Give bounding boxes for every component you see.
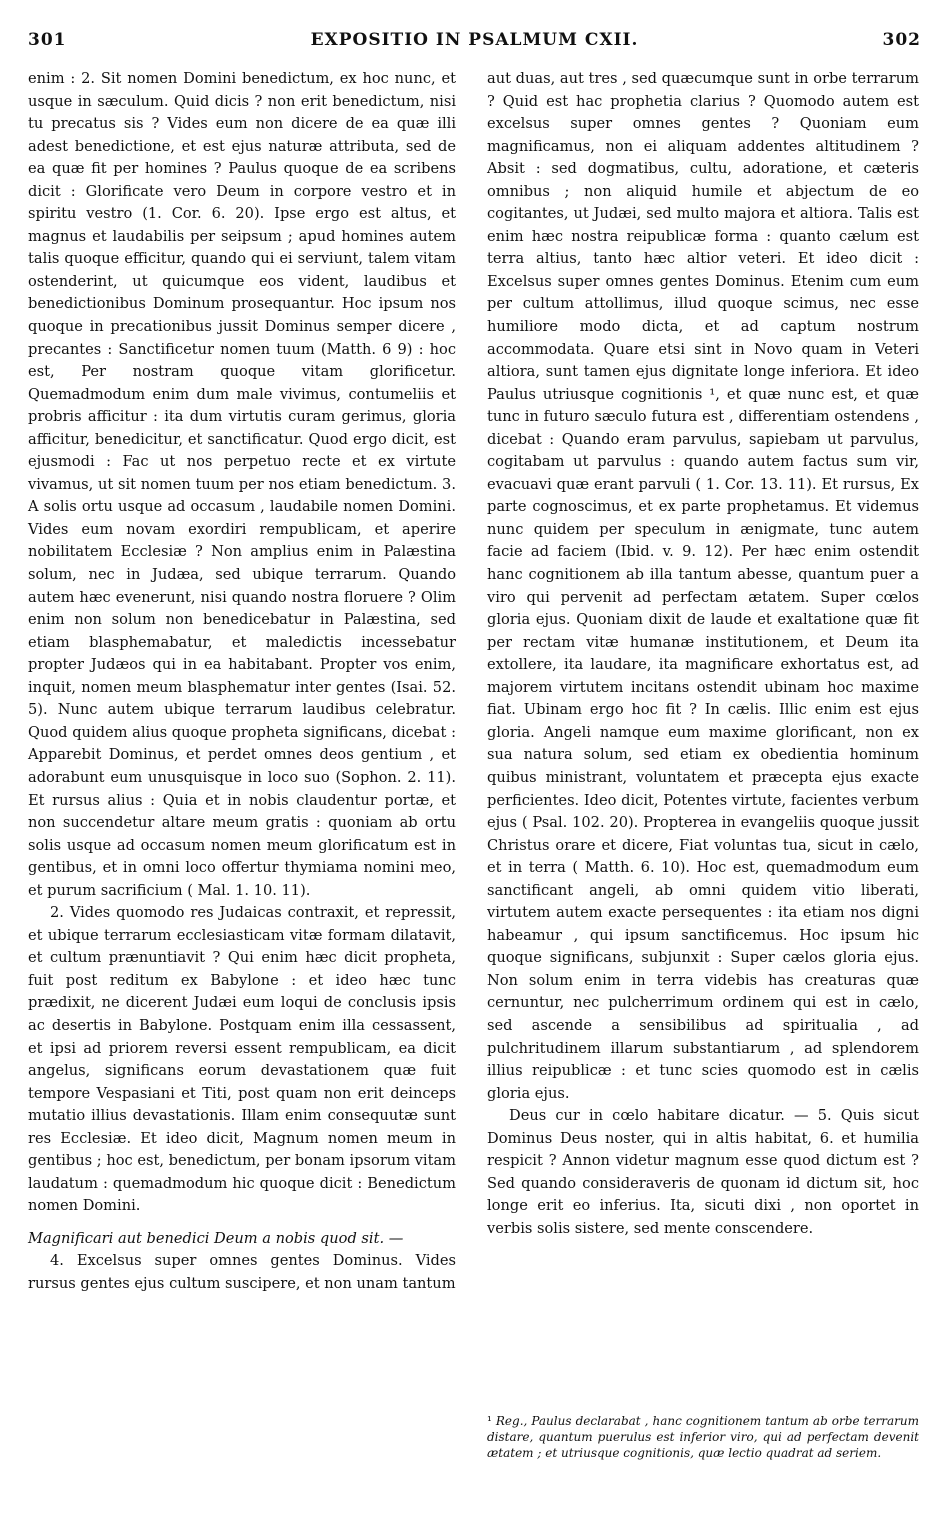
page-number-right: 302 xyxy=(882,30,921,50)
page-header xyxy=(28,30,921,60)
page-number-left: 301 xyxy=(28,30,67,50)
footnote xyxy=(487,1413,919,1461)
paragraph: 4. Excelsus super omnes gentes Dominus. Vides rursus gentes ejus cultum suscipere, et non unam tantum xyxy=(28,1252,456,1292)
right-column xyxy=(487,68,919,1240)
paragraph: 2. Vides quomodo res Judaicas contraxit, et repressit, et ubique terrarum ecclesiasticam vitæ formam dilatavit, et cultum prænuntiavit ? Qui enim hæc dicit propheta, fuit post reditum ex Babylone : et ideo hæc tunc prædixit, ne dicerent Judæi eum loqui de conclusis ipsis ac desertis in Babylone. Postquam enim illa cessassent, et ipsi ad priorem reversi essent rempublicam, ea dicit angelus, significans eorum devastationem quæ fuit tempore Vespasiani et Titi, post quam non erit deinceps mutatio illius devastationis. Illam enim consequutæ sunt res Ecclesiæ. Et ideo dicit, Magnum nomen meum in gentibus ; hoc est, benedictum, per bonam ipsorum vitam laudatum : quemadmodum hic quoque dicit : Benedictum nomen Domini. xyxy=(28,904,456,1215)
paragraph: Deus cur in cœlo habitare dicatur. — 5. Quis sicut Dominus Deus noster, qui in altis habitat, 6. et humilia respicit ? Annon videtur magnum esse quod dictum est ? Sed quando consideraveris de quonam id dictum sit, hoc longe erit eo inferius. Ita, sicuti dixi , non oportet in verbis solis sistere, sed mente conscendere. xyxy=(487,1107,919,1237)
footnote-marker: ¹ xyxy=(487,1414,492,1428)
paragraph: aut duas, aut tres , sed quæcumque sunt in orbe terrarum ? Quid est hac prophetia clarius ? Quomodo autem est excelsus super omnes gentes ? Quoniam eum magnificamus, non ei aliquam addentes altitudinem ? Absit : sed dogmatibus, cultu, adoratione, et cæteris omnibus ; non aliquid humile et abjectum de eo cogitantes, ut Judæi, sed multo majora et altiora. Talis est enim hæc nostra reipublicæ forma : quanto cælum est terra altius, tanto hæc altior veteri. Et ideo dicit : Excelsus super omnes gentes Dominus. Etenim cum eum per cultum attollimus, illud quoque scimus, nec esse humiliore modo dicta, et ad captum nostrum accommodata. Quare etsi sint in Novo quam in Veteri altiora, sunt tamen ejus dignitate longe inferiora. Et ideo Paulus utriusque cognitionis ¹, et quæ nunc est, et quæ tunc in futuro sæculo futura est , differentiam ostendens , dicebat : Quando eram parvulus, sapiebam ut parvulus, cogitabam ut parvulus : quando autem factus sum vir, evacuavi quæ erant parvuli ( 1. Cor. 13. 11). Et rursus, Ex parte cognoscimus, et ex parte prophetamus. Et videmus nunc quidem per speculum in ænigmate, tunc autem facie ad faciem (Ibid. v. 9. 12). Per hæc enim ostendit hanc cognitionem ab illa tantum abesse, quantum puer a viro qui pervenit ad perfectam ætatem. Super cœlos gloria ejus. Quoniam dixit de laude et exaltatione quæ fit per rectam vitæ humanæ institutionem, et Deum ita extollere, ita laudare, ita magnificare exhortatus est, ad majorem virtutem incitans ostendit ubinam hoc maxime fiat. Ubinam ergo hoc fit ? In cælis. Illic enim est ejus gloria. Angeli namque eum maxime glorificant, non ex sua natura solum, sed etiam ex obedientia hominum quibus ministrant, voluntatem et præcepta ejus exacte perficientes. Ideo dicit, Potentes virtute, facientes verbum ejus ( Psal. 102. 20). Propterea in evangeliis quoque jussit Christus orare et dicere, Fiat voluntas tua, sicut in cælo, et in terra ( Matth. 6. 10). Hoc est, quemadmodum eum sanctificant angeli, ab omni quidem vitio liberati, virtutem autem exacte persequentes : ita etiam nos digni habeamur , qui ipsum sanctificemus. Hoc ipsum hic quoque significans, subjunxit : Super cælos gloria ejus. Non solum enim in terra videbis has creaturas quæ cernuntur, nec pulcherrimum ordinem qui est in cælo, sed ascende a sensibilibus ad spiritualia , ad pulchritudinem illarum substantiarum , ad splendorem illius reipublicæ : et tunc scies quomodo est in cælis gloria ejus. xyxy=(487,70,919,1102)
running-title: EXPOSITIO IN PSALMUM CXII. xyxy=(310,30,639,50)
footnote-text: Reg., Paulus declarabat , hanc cognitionem tantum ab orbe terrarum distare, quantum puerulus est inferior viro, qui ad perfectam devenit ætatem ; et utriusque cognitionis, quæ lectio quadrat ad seriem. xyxy=(487,1414,919,1460)
left-column xyxy=(28,68,456,1296)
section-heading: Magnificari aut benedici Deum a nobis quod sit. — xyxy=(28,1229,404,1247)
paragraph: enim : 2. Sit nomen Domini benedictum, ex hoc nunc, et usque in sæculum. Quid dicis ? non erit benedictum, nisi tu precatus sis ? Vides eum non dicere de ea quæ illi adest benedictione, et est ejus naturæ attributa, sed de ea quæ fit per homines ? Paulus quoque de ea scribens dicit : Glorificate vero Deum in corpore vestro et in spiritu vestro (1. Cor. 6. 20). Ipse ergo est altus, et magnus et laudabilis per seipsum ; apud homines autem talis quoque efficitur, quando qui ei serviunt, talem vitam ostenderint, ut quicumque eos vident, laudibus et benedictionibus Dominum prosequantur. Hoc ipsum nos quoque in precationibus jussit Dominus semper dicere , precantes : Sanctificetur nomen tuum (Matth. 6 9) : hoc est, Per nostram quoque vitam glorificetur. Quemadmodum enim dum male vivimus, contumeliis et probris afficitur : ita dum virtutis curam gerimus, gloria afficitur, benedicitur, et sanctificatur. Quod ergo dicit, est ejusmodi : Fac ut nos perpetuo recte et ex virtute vivamus, ut sit nomen tuum per nos etiam benedictum. 3. A solis ortu usque ad occasum , laudabile nomen Domini. Vides eum novam exordiri rempublicam, et aperire nobilitatem Ecclesiæ ? Non amplius enim in Palæstina solum, nec in Judæa, sed ubique terrarum. Quando autem hæc evenerunt, nisi quando nostra floruere ? Olim enim non solum non benedicebatur in Palæstina, sed etiam blasphemabatur, et maledictis incessebatur propter Judæos qui in ea habitabant. Propter vos enim, inquit, nomen meum blasphematur inter gentes (Isai. 52. 5). Nunc autem ubique terrarum laudibus celebratur. Quod quidem alius quoque propheta significans, dicebat : Apparebit Dominus, et perdet omnes deos gentium , et adorabunt eum unusquisque in loco suo (Sophon. 2. 11). Et rursus alius : Quia et in nobis claudentur portæ, et non succendetur altare meum gratis : quoniam ab ortu solis usque ad occasum nomen meum glorificatum est in gentibus, et in omni loco offertur thymiama nomini meo, et purum sacrificium ( Mal. 1. 10. 11). xyxy=(28,70,456,899)
